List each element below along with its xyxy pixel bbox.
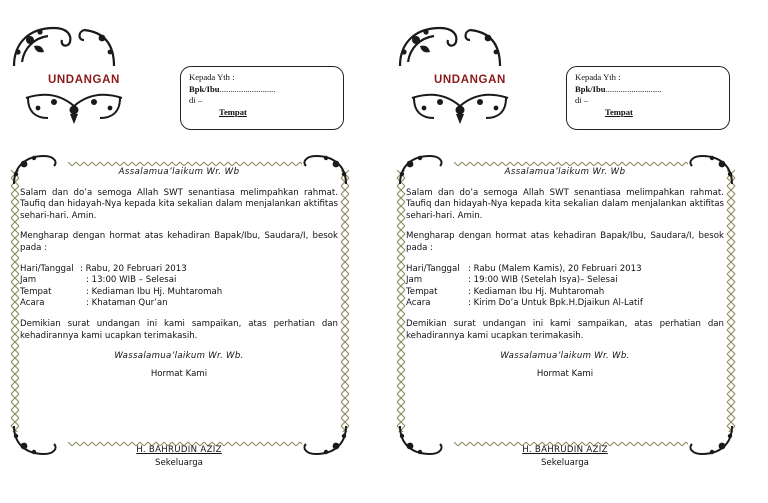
floral-corner-icon xyxy=(396,22,466,68)
address-line-recipient: Kepada Yth : xyxy=(189,72,235,82)
signer-name: H. BAHRUDIN AZIZ xyxy=(136,445,222,455)
detail-key: Hari/Tanggal xyxy=(20,263,74,274)
detail-value: : Kediaman Ibu Hj. Muhtaromah xyxy=(468,286,605,297)
detail-value: : Khataman Qur’an xyxy=(86,298,168,309)
signer-name: H. BAHRUDIN AZIZ xyxy=(522,445,608,455)
greeting: Assalamua’laikum Wr. Wb xyxy=(504,167,626,177)
intro-paragraph: Salam dan do’a semoga Allah SWT senantiasa melimpahkan rahmat. Taufiq dan hidayah-Nya kepada kita sekalian dalam menjalankan aktifitas sehari-hari. Amin. xyxy=(406,187,724,221)
closing-paragraph: Demikian surat undangan ini kami sampaikan, atas perhatian dan kehadirannya kami ucapkan terimakasih. xyxy=(20,318,338,341)
floral-corner-icon xyxy=(78,22,118,68)
address-line-di: di – xyxy=(575,95,589,105)
detail-key: Jam xyxy=(20,275,37,286)
chain-border-right xyxy=(340,170,350,432)
regards: Hormat Kami xyxy=(150,368,208,379)
address-name-label: Bpk/Ibu xyxy=(575,83,606,94)
address-place: Tempat xyxy=(219,106,247,117)
signature-block xyxy=(406,444,724,470)
letter-body xyxy=(20,167,338,380)
detail-value: : 13:00 WIB – Selesai xyxy=(86,275,177,286)
address-line-recipient: Kepada Yth : xyxy=(575,72,621,82)
closing-salam: Wassalamua’laikum Wr. Wb. xyxy=(114,351,244,362)
signature-block xyxy=(20,444,338,470)
greeting: Assalamua’laikum Wr. Wb xyxy=(118,167,240,177)
floral-corner-icon xyxy=(464,22,504,68)
signer-family: Sekeluarga xyxy=(155,458,203,468)
detail-key: Jam xyxy=(406,275,423,286)
invite-paragraph: Mengharap dengan hormat atas kehadiran Bapak/Ibu, Saudara/I, besok pada : xyxy=(20,231,338,253)
closing-salam: Wassalamua’laikum Wr. Wb. xyxy=(500,351,630,362)
detail-row xyxy=(406,275,724,287)
event-details xyxy=(406,264,724,310)
invitation-title: UNDANGAN xyxy=(434,74,506,86)
detail-row xyxy=(406,298,724,310)
address-line-di: di – xyxy=(189,95,203,105)
detail-key: Acara xyxy=(406,298,431,309)
chain-border-left xyxy=(10,170,20,432)
address-line-name xyxy=(189,84,335,96)
invitation-card-right xyxy=(396,0,746,503)
address-name-dots: .......................... xyxy=(605,83,662,94)
detail-value: : Rabu, 20 Februari 2013 xyxy=(80,263,187,274)
detail-value: : Kediaman Ibu Hj. Muhtaromah xyxy=(86,286,223,297)
signer-family: Sekeluarga xyxy=(541,458,589,468)
detail-key: Tempat xyxy=(20,286,52,297)
floral-divider-icon xyxy=(24,88,124,126)
detail-value: : Kirim Do’a Untuk Bpk.H.Djaikun Al-Latif xyxy=(468,298,643,309)
detail-row xyxy=(20,298,338,310)
address-place: Tempat xyxy=(605,106,633,117)
detail-key: Acara xyxy=(20,298,45,309)
detail-row xyxy=(406,287,724,299)
chain-border-top xyxy=(68,156,302,166)
letter-body xyxy=(406,167,724,380)
closing-paragraph: Demikian surat undangan ini kami sampaikan, atas perhatian dan kehadirannya kami ucapkan terimakasih. xyxy=(406,318,724,341)
intro-paragraph: Salam dan do’a semoga Allah SWT senantiasa melimpahkan rahmat. Taufiq dan hidayah-Nya kepada kita sekalian dalam menjalankan aktifitas sehari-hari. Amin. xyxy=(20,187,338,221)
invitation-title: UNDANGAN xyxy=(48,74,120,86)
address-name-label: Bpk/Ibu xyxy=(189,83,220,94)
invitation-card-left xyxy=(10,0,360,503)
detail-value: : Rabu (Malem Kamis), 20 Februari 2013 xyxy=(468,263,642,274)
chain-border-top xyxy=(454,156,688,166)
detail-row xyxy=(20,275,338,287)
address-name-dots: .......................... xyxy=(219,83,276,94)
address-line-name xyxy=(575,84,721,96)
detail-key: Hari/Tanggal xyxy=(406,263,460,274)
floral-corner-icon xyxy=(10,22,80,68)
detail-row xyxy=(406,264,724,276)
chain-border-left xyxy=(396,170,406,432)
regards: Hormat Kami xyxy=(536,368,594,379)
detail-row xyxy=(20,264,338,276)
address-box xyxy=(566,66,730,130)
chain-border-right xyxy=(726,170,736,432)
floral-divider-icon xyxy=(410,88,510,126)
invite-paragraph: Mengharap dengan hormat atas kehadiran Bapak/Ibu, Saudara/I, besok pada : xyxy=(406,231,724,253)
address-box xyxy=(180,66,344,130)
detail-row xyxy=(20,287,338,299)
detail-key: Tempat xyxy=(406,286,438,297)
detail-value: : 19:00 WIB (Setelah Isya)– Selesai xyxy=(468,275,618,286)
event-details xyxy=(20,264,338,310)
